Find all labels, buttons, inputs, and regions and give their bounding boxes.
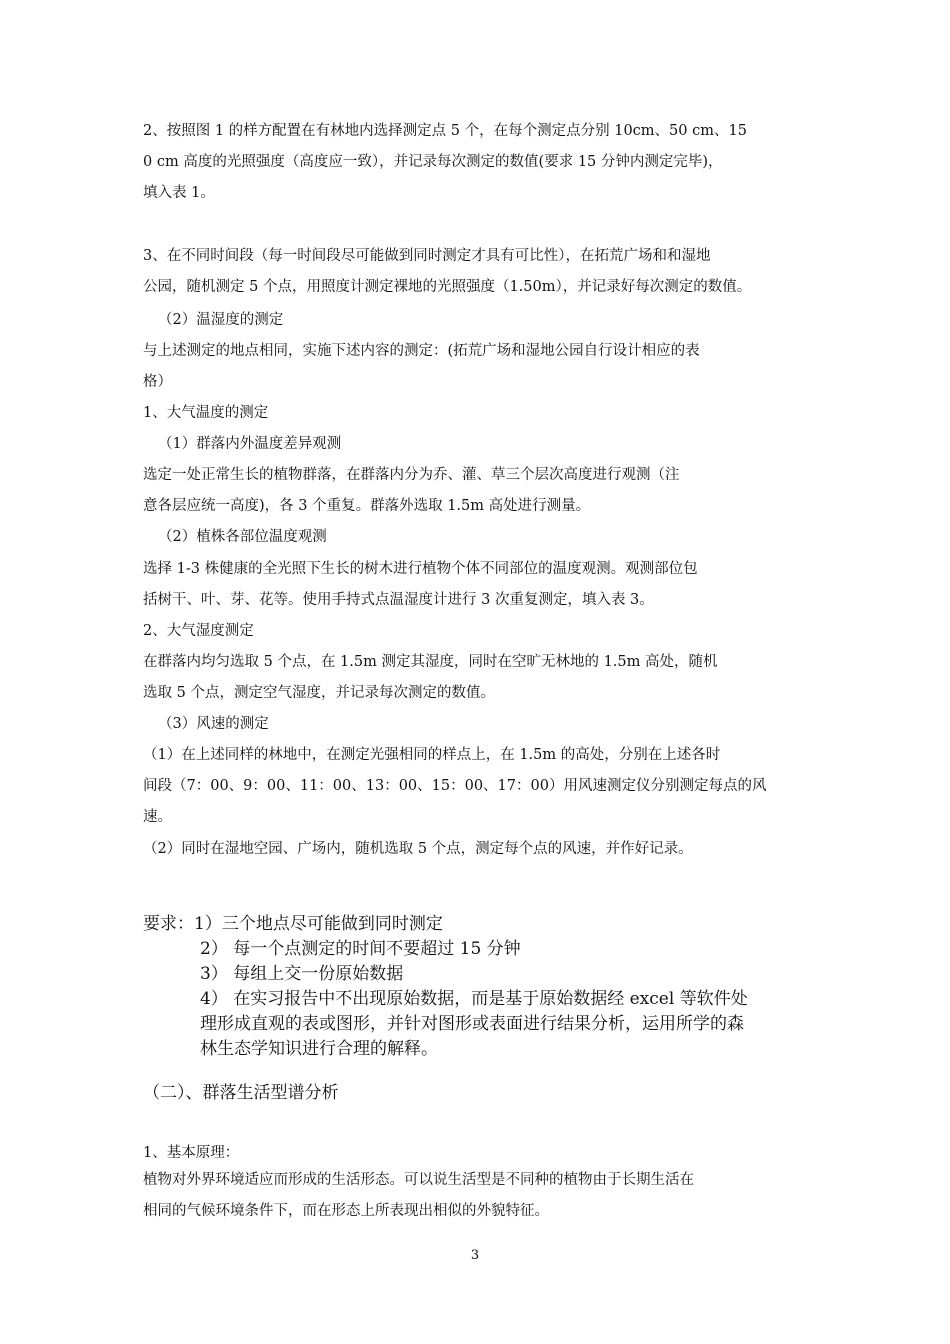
text-line: 选定一处正常生长的植物群落，在群落内分为乔、灌、草三个层次高度进行观测（注 bbox=[143, 467, 680, 483]
heading-air-humidity bbox=[143, 616, 811, 647]
paragraph-wind-2 bbox=[143, 834, 811, 865]
heading-air-temp bbox=[143, 398, 811, 429]
text-line: 在群落内均匀选取 5 个点，在 1.5m 测定其湿度，同时在空旷无林地的 1.5m 高处，随机 bbox=[143, 654, 718, 670]
requirement-item-2: 2） 每一个点测定的时间不要超过 15 分钟 bbox=[200, 939, 521, 959]
text-line: （1）群落内外温度差异观测 bbox=[158, 436, 342, 452]
text-line: 括树干、叶、芽、花等。使用手持式点温湿度计进行 3 次重复测定，填入表 3。 bbox=[143, 592, 654, 608]
heading-community-temp bbox=[158, 429, 826, 460]
text-line: （1）在上述同样的林地中，在测定光强相同的样点上，在 1.5m 的高处，分别在上述各时 bbox=[143, 747, 721, 763]
text-line: 1、大气温度的测定 bbox=[143, 405, 269, 421]
requirement-item-4: 4） 在实习报告中不出现原始数据，而是基于原始数据经 excel 等软件处 bbox=[200, 989, 748, 1009]
text-line: 0 cm 高度的光照强度（高度应一致），并记录每次测定的数值(要求 15 分钟内测定完毕)， bbox=[143, 154, 723, 170]
requirements-label: 要求： bbox=[143, 914, 194, 934]
text-line: 意各层应统一高度)，各 3 个重复。群落外选取 1.5m 高处进行测量。 bbox=[143, 498, 591, 514]
heading-wind bbox=[158, 709, 826, 740]
text-line: 1）三个地点尽可能做到同时测定 bbox=[194, 914, 443, 934]
heading-plant-parts bbox=[158, 522, 826, 553]
text-line: 与上述测定的地点相同，实施下述内容的测定：(拓荒广场和湿地公园自行设计相应的表 bbox=[143, 343, 700, 359]
section-title-life-form bbox=[143, 1081, 811, 1106]
text-line: 格） bbox=[143, 374, 172, 390]
requirement-item-1 bbox=[143, 912, 811, 937]
text-line: 2、大气湿度测定 bbox=[143, 623, 254, 639]
requirement-item-3: 3） 每组上交一份原始数据 bbox=[200, 964, 404, 984]
requirement-item-4-cont: 理形成直观的表或图形，并针对图形或表面进行结果分析，运用所学的森 bbox=[200, 1014, 744, 1034]
paragraph-air-humidity bbox=[143, 647, 811, 709]
paragraph-wind-1 bbox=[143, 740, 811, 833]
text-line: （2）同时在湿地空园、广场内，随机选取 5 个点，测定每个点的风速，并作好记录。 bbox=[143, 841, 693, 857]
text-line: 公园，随机测定 5 个点，用照度计测定裸地的光照强度（1.50m），并记录好每次测定的数值。 bbox=[143, 279, 752, 295]
text-line: 2、按照图 1 的样方配置在有林地内选择测定点 5 个，在每个测定点分别 10cm、50 cm、15 bbox=[143, 123, 747, 139]
requirement-item-4-cont: 林生态学知识进行合理的解释。 bbox=[200, 1039, 438, 1059]
paragraph-plant-parts bbox=[143, 554, 811, 616]
paragraph-same-location bbox=[143, 336, 811, 398]
requirements-list bbox=[143, 912, 811, 1062]
text-line: 植物对外界环境适应而形成的生活形态。可以说生活型是不同种的植物由于长期生活在 bbox=[143, 1172, 694, 1188]
text-line: （2）温湿度的测定 bbox=[158, 312, 284, 328]
text-line: 1、基本原理： bbox=[143, 1145, 240, 1161]
page-number: 3 bbox=[470, 1248, 480, 1263]
text-line: 选择 1-3 株健康的全光照下生长的树木进行植物个体不同部位的温度观测。观测部位包 bbox=[143, 561, 698, 577]
heading-temp-humidity bbox=[158, 305, 826, 336]
text-line: （二）、群落生活型谱分析 bbox=[143, 1083, 339, 1103]
text-line: 相同的气候环境条件下，而在形态上所表现出相似的外貌特征。 bbox=[143, 1203, 549, 1219]
text-line: 3、在不同时间段（每一时间段尽可能做到同时测定才具有可比性），在拓荒广场和和湿地 bbox=[143, 248, 711, 264]
paragraph-community-temp bbox=[143, 460, 811, 522]
text-line: 填入表 1。 bbox=[143, 185, 215, 201]
text-line: 速。 bbox=[143, 809, 172, 825]
text-line: （2）植株各部位温度观测 bbox=[158, 529, 327, 545]
paragraph-step3 bbox=[143, 241, 811, 303]
paragraph-basic-principle bbox=[143, 1165, 811, 1227]
text-line: 选取 5 个点，测定空气湿度，并记录每次测定的数值。 bbox=[143, 685, 495, 701]
paragraph-step2 bbox=[143, 116, 811, 209]
text-line: （3）风速的测定 bbox=[158, 716, 269, 732]
text-line: 间段（7：00、9：00、11：00、13：00、15：00、17：00）用风速测定仪分别测定每点的风 bbox=[143, 778, 767, 794]
